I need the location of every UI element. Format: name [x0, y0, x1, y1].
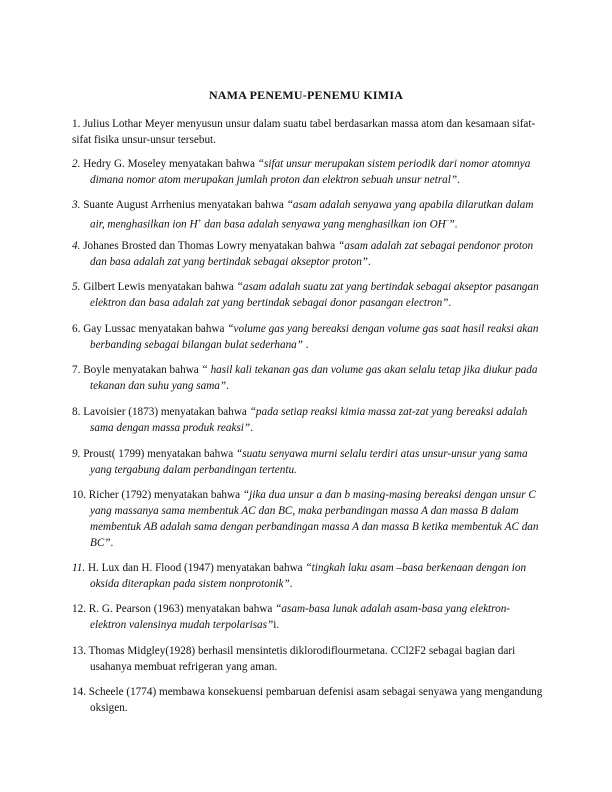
item-tail: i.: [273, 619, 280, 631]
list-item-5: [72, 279, 544, 311]
item-tail: .: [448, 297, 452, 309]
item-quote: “tingkah laku asam –basa berkenaan dengan ion oksida diterapkan pada sistem nonprotonik”: [90, 562, 527, 590]
item-number: 11.: [72, 562, 86, 574]
list-item-2: [72, 156, 544, 188]
item-tail: .: [302, 339, 309, 351]
item-tail: .: [368, 256, 371, 268]
superscript-minus: −: [445, 217, 450, 225]
list-item-13: [72, 643, 544, 675]
list-item-10: [72, 487, 544, 551]
item-text: R. G. Pearson (1963) menyatakan bahwa: [85, 603, 276, 615]
item-quote: “ hasil kali tekanan gas dan volume gas akan selalu tetap jika diukur pada tekanan dan suhu yang sama”: [90, 364, 538, 392]
list-item-12: [72, 601, 544, 633]
item-text: Lavoisier (1873) menyatakan bahwa: [80, 406, 250, 418]
list-item-11: [72, 560, 544, 592]
item-number: 4.: [72, 240, 81, 252]
item-number: 7.: [72, 364, 81, 376]
item-quote: “volume gas yang bereaksi dengan volume gas saat hasil reaksi akan berbanding sebagai bilangan bulat sederhana”: [90, 323, 539, 351]
item-tail: .: [250, 422, 253, 434]
item-number: 9.: [72, 448, 81, 460]
item-text: Suante August Arrhenius menyatakan bahwa: [80, 199, 287, 211]
item-quote: “sifat unsur merupakan sistem periodik dari nomor atomnya dimana nomor atom merupakan jumlah proton dan elektron sebuah unsur netral”: [90, 158, 531, 186]
item-number: 8.: [72, 406, 81, 418]
item-text: Thomas Midgley(1928) berhasil mensintetis diklorodiflourmetana. CCl2F2 sebagai bagian dari usahanya membuat refrigeran yang aman.: [85, 645, 516, 673]
item-text: Richer (1792) menyatakan bahwa: [85, 489, 243, 501]
item-text: Julius Lothar Meyer menyusun unsur dalam suatu tabel berdasarkan massa atom dan kesamaan sifat-sifat fisika unsur-unsur tersebut.: [72, 118, 536, 146]
item-text: Scheele (1774) membawa konsekuensi pembaruan defenisi asam sebagai senyawa yang mengandung oksigen.: [85, 686, 543, 714]
item-number: 12.: [72, 603, 86, 615]
item-text: Johanes Brosted dan Thomas Lowry menyatakan bahwa: [80, 240, 339, 252]
item-tail: ”.: [449, 218, 458, 231]
item-quote: “asam adalah senyawa yang apabila dilarutkan dalam air, menghasilkan ion H: [90, 199, 534, 231]
item-number: 2.: [72, 158, 81, 170]
item-number: 1.: [72, 118, 81, 130]
item-text: Gay Lussac menyatakan bahwa: [80, 323, 228, 335]
item-text: H. Lux dan H. Flood (1947) menyatakan bahwa: [85, 562, 306, 574]
item-quote: “asam adalah zat sebagai pendonor proton dan basa adalah zat yang bertindak sebagai akseptor proton”: [90, 240, 534, 268]
list-item-1: [72, 116, 544, 148]
item-number: 14.: [72, 686, 86, 698]
item-tail: .: [226, 380, 229, 392]
item-tail: .: [110, 537, 114, 549]
item-quote: “asam-basa lunak adalah asam-basa yang elektron- elektron valensinya mudah terpolarisas”: [90, 603, 511, 631]
item-text: Boyle menyatakan bahwa: [80, 364, 202, 376]
item-tail: .: [457, 174, 460, 186]
list-item-6: [72, 321, 544, 353]
item-number: 13.: [72, 645, 86, 657]
item-text: Proust( 1799) menyatakan bahwa: [80, 448, 237, 460]
list-item-4: [72, 238, 544, 270]
item-quote: “pada setiap reaksi kimia massa zat-zat yang bereaksi adalah sama dengan massa produk reaksi”: [90, 406, 528, 434]
item-number: 10.: [72, 489, 86, 501]
item-number: 6.: [72, 323, 81, 335]
item-quote: “suatu senyawa murni selalu terdiri atas unsur-unsur yang sama yang tergabung dalam perbandingan tertentu.: [90, 448, 528, 476]
item-quote-continued: dan basa adalah senyawa yang menghasilkan ion OH: [201, 218, 446, 231]
item-number: 3.: [72, 199, 81, 211]
item-number: 5.: [72, 281, 81, 293]
item-text: Hedry G. Moseley menyatakan bahwa: [80, 158, 258, 170]
list-item-8: [72, 404, 544, 436]
item-text: Gilbert Lewis menyatakan bahwa: [80, 281, 237, 293]
list-item-9: [72, 446, 544, 478]
item-quote: “jika dua unsur a dan b masing-masing bereaksi dengan unsur C yang massanya sama membentuk AC dan BC, maka perbandingan massa A dan massa B dalam membentuk AB adalah sama dengan perbandingan massa A dan massa B ketika membentuk AC dan BC”: [90, 489, 539, 549]
item-tail: .: [289, 578, 293, 590]
superscript-plus: +: [197, 217, 202, 225]
list-item-14: [72, 684, 544, 716]
item-quote: “asam adalah suatu zat yang bertindak sebagai akseptor pasangan elektron dan basa adalah zat yang bertindak sebagai donor pasangan electron”: [90, 281, 539, 309]
page-title: NAMA PENEMU-PENEMU KIMIA: [208, 88, 404, 102]
list-item-3: [72, 197, 544, 233]
list-item-7: [72, 362, 544, 394]
